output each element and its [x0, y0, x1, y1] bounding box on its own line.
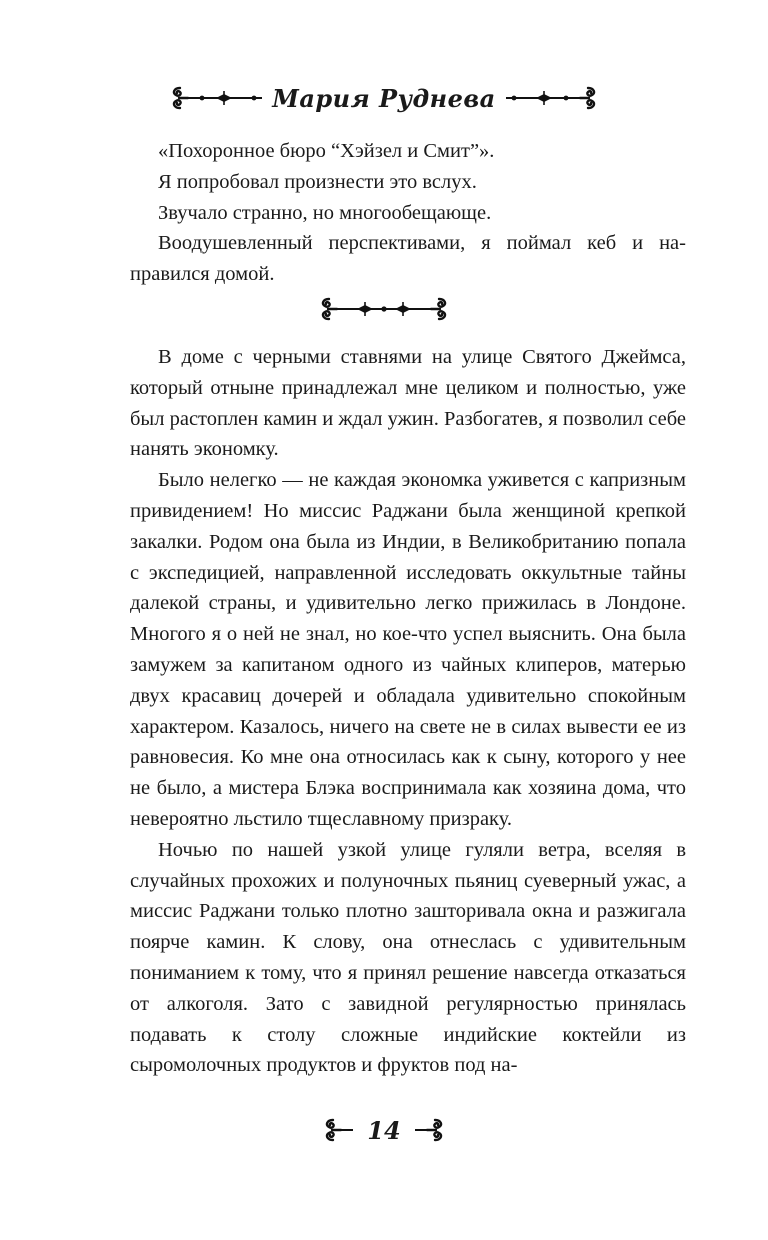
paragraph: Звучало странно, но многообещающе.	[158, 201, 492, 224]
folio-left-ornament	[323, 1117, 353, 1143]
running-head-author: Мария Руднева	[272, 83, 496, 113]
text-section-2	[130, 342, 686, 1081]
paragraph: Было нелегко — не каждая экономка уживется с капризным привидением! Но миссис Раджани была женщиной крепкой закалки. Родом она была из Индии, в Великобританию попала с экспедицией, направленной исследовать оккультные тайны далекой страны, и удивительно легко прижилась в Лондоне. Многого я о ней не знал, но кое-что успел выяснить. Она была замужем за капитаном одного из чайных клиперов, матерью двух красавиц дочерей и обладала удивительно спокойным характером. Казалось, ничего на свете не в силах вывести ее из равновесия. Ко мне она относилась как к сыну, которого у нее не было, а мистера Блэка воспринимала как хозяина дома, что невероятно льстило тщеславному призраку.	[130, 469, 686, 830]
text-section-1	[130, 136, 686, 290]
paragraph: В доме с черными ставнями на улице Святого Джеймса, который отныне принадлежал мне целиком и полностью, уже был растоплен камин и ждал ужин. Разбогатев, я позволил себе нанять экономку.	[130, 346, 686, 461]
page-number: 14	[367, 1115, 401, 1145]
paragraph: Ночью по нашей узкой улице гуляли ветра, вселяя в случайных прохожих и полуночных пьяниц суеверный ужас, а миссис Раджани только плотно зашторивала окна и разжигала поярче камин. К слову, она отнеслась с удивительным пониманием к тому, что я принял решение навсегда отказаться от алкоголя. Зато с завидной регулярностью принялась подавать к столу сложные индийские коктейли из сыромолочных продуктов и фруктов под на-	[130, 838, 686, 1077]
page-folio	[0, 1110, 768, 1150]
paragraph: Воодушевленный перспективами, я поймал кеб и направился домой.	[130, 232, 686, 286]
paragraph: Я попробовал произнести это вслух.	[158, 170, 477, 193]
left-flourish-ornament	[170, 85, 262, 111]
folio-right-ornament	[415, 1117, 445, 1143]
right-flourish-ornament	[506, 85, 598, 111]
separator-ornament	[319, 295, 449, 323]
paragraph: «Похоронное бюро “Хэйзел и Смит”».	[158, 140, 495, 162]
running-head	[0, 78, 768, 118]
section-separator	[0, 294, 768, 324]
